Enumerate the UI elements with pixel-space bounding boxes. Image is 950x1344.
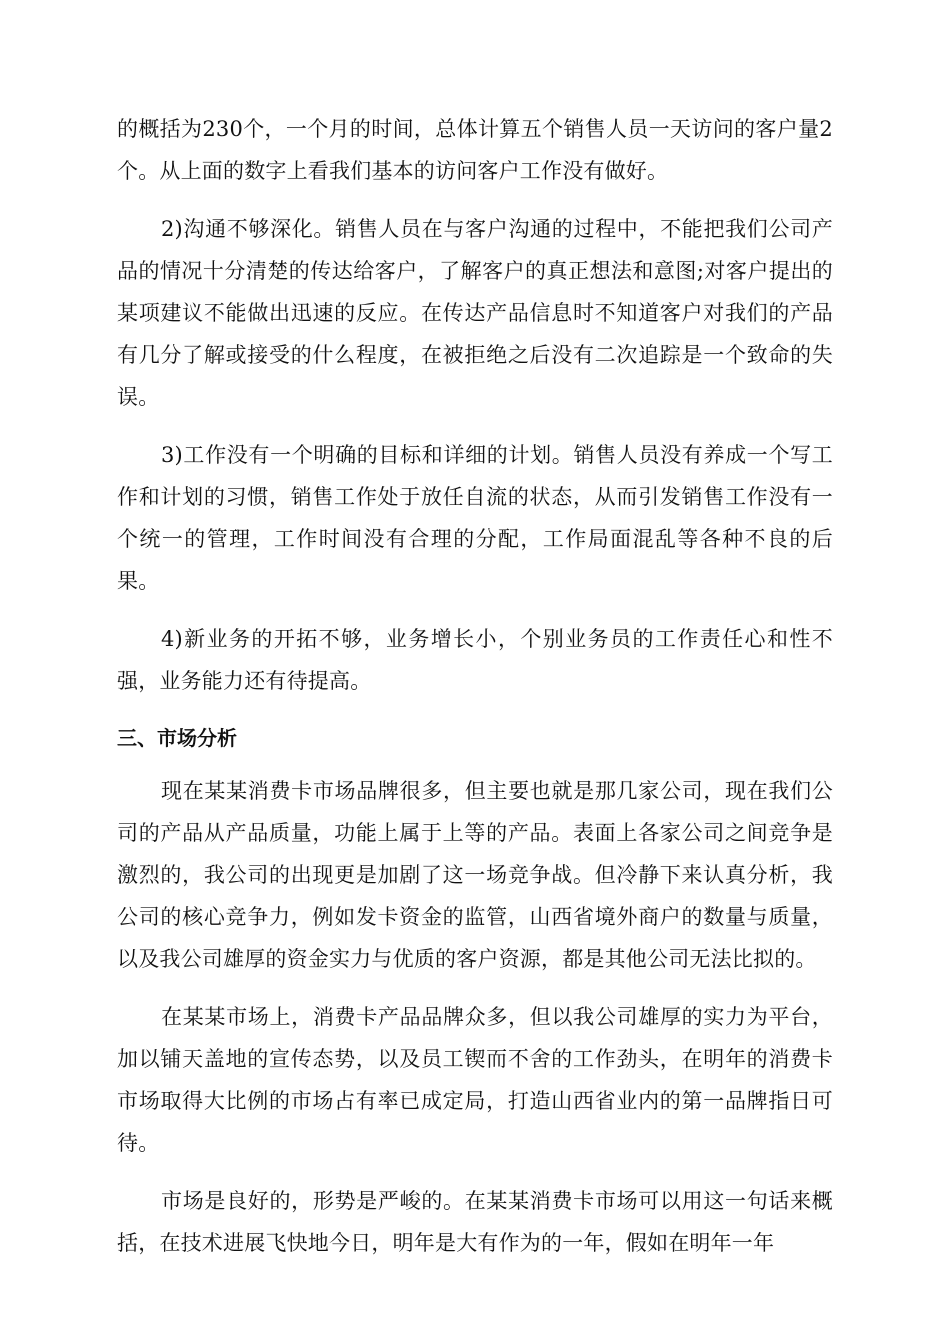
document-body [117,108,833,1280]
paragraph-item-3: 3)工作没有一个明确的目标和详细的计划。销售人员没有养成一个写工作和计划的习惯，销售工作处于放任自流的状态，从而引发销售工作没有一个统一的管理，工作时间没有合理的分配，工作局面混乱等各种不良的后果。 [117,443,833,593]
paragraph-market-3: 市场是良好的，形势是严峻的。在某某消费卡市场可以用这一句话来概括，在技术进展飞快地今日，明年是大有作为的一年，假如在明年一年 [117,1189,833,1255]
paragraph-continuation: 的概括为230个，一个月的时间，总体计算五个销售人员一天访问的客户量2个。从上面的数字上看我们基本的访问客户工作没有做好。 [117,117,833,183]
paragraph-item-2: 2)沟通不够深化。销售人员在与客户沟通的过程中，不能把我们公司产品的情况十分清楚的传达给客户，了解客户的真正想法和意图;对客户提出的某项建议不能做出迅速的反应。在传达产品信息时不知道客户对我们的产品有几分了解或接受的什么程度，在被拒绝之后没有二次追踪是一个致命的失误。 [117,217,833,409]
paragraph-market-2: 在某某市场上，消费卡产品品牌众多，但以我公司雄厚的实力为平台，加以铺天盖地的宣传态势，以及员工锲而不舍的工作劲头，在明年的消费卡市场取得大比例的市场占有率已成定局，打造山西省业内的第一品牌指日可待。 [117,1005,833,1155]
paragraph-market-1: 现在某某消费卡市场品牌很多，但主要也就是那几家公司，现在我们公司的产品从产品质量，功能上属于上等的产品。表面上各家公司之间竞争是激烈的，我公司的出现更是加剧了这一场竞争战。但冷静下来认真分析，我公司的核心竞争力，例如发卡资金的监管，山西省境外商户的数量与质量，以及我公司雄厚的资金实力与优质的客户资源，都是其他公司无法比拟的。 [117,779,833,971]
paragraph-item-4: 4)新业务的开拓不够，业务增长小，个别业务员的工作责任心和性不强，业务能力还有待提高。 [117,627,833,693]
section-heading-market-analysis: 三、市场分析 [117,726,237,750]
